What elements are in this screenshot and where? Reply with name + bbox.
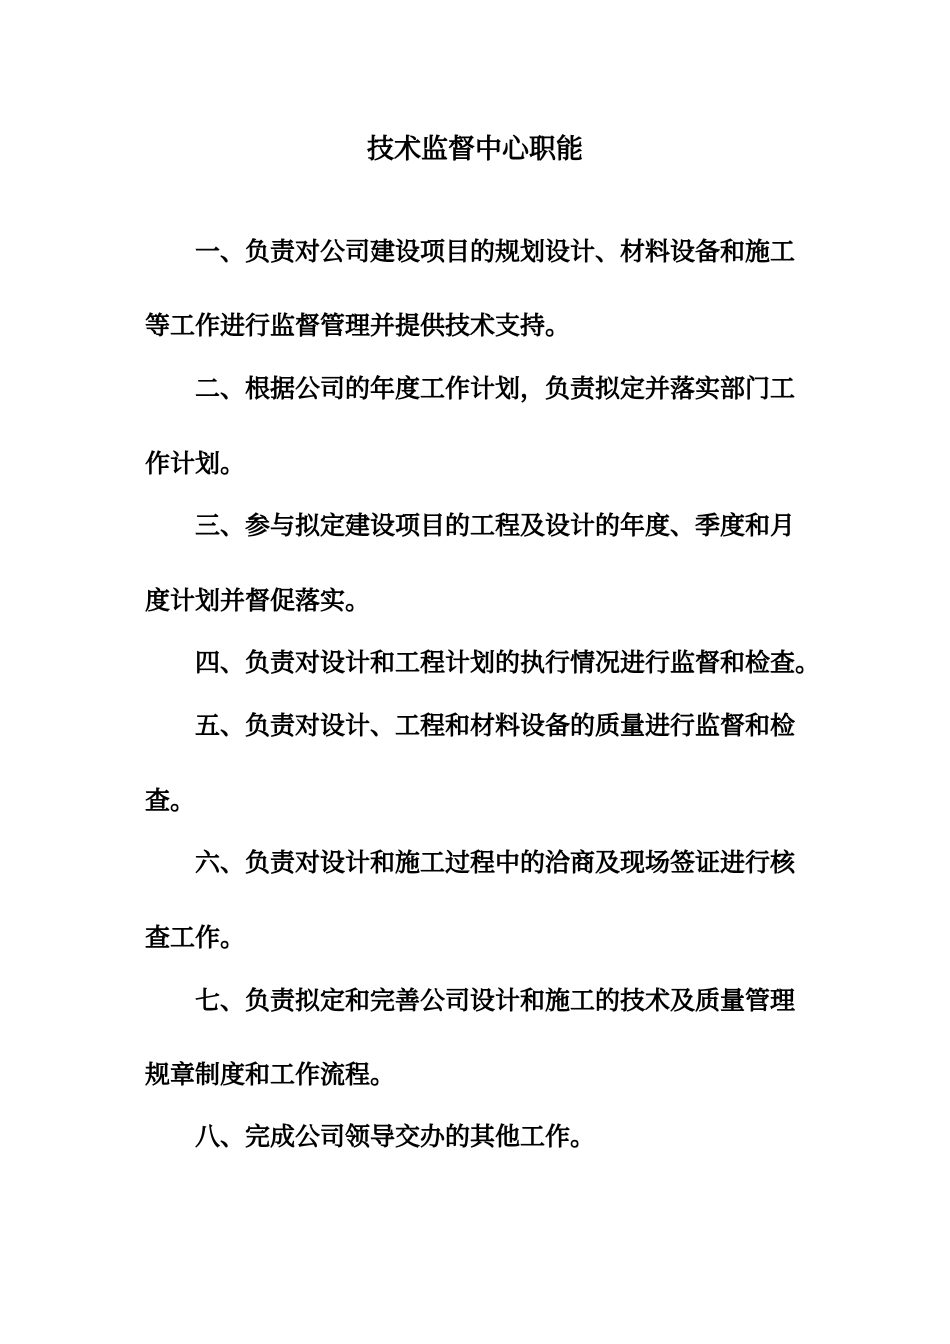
- item-7-line-2: 规章制度和工作流程。: [145, 1060, 396, 1089]
- item-6-line-2: 查工作。: [145, 923, 246, 952]
- item-7-line-1: 七、负责拟定和完善公司设计和施工的技术及质量管理: [195, 986, 796, 1015]
- item-4-line-1: 四、负责对设计和工程计划的执行情况进行监督和检查。: [195, 648, 821, 677]
- item-3-line-2: 度计划并督促落实。: [145, 586, 371, 615]
- item-5-line-1: 五、负责对设计、工程和材料设备的质量进行监督和检: [195, 711, 796, 740]
- item-1-line-2: 等工作进行监督管理并提供技术支持。: [145, 311, 571, 340]
- item-2-line-1: 二、根据公司的年度工作计划，负责拟定并落实部门工: [195, 374, 796, 403]
- item-8-line-1: 八、完成公司领导交办的其他工作。: [195, 1122, 596, 1151]
- item-6-line-1: 六、负责对设计和施工过程中的洽商及现场签证进行核: [195, 848, 796, 877]
- item-2-line-2: 作计划。: [145, 449, 246, 478]
- item-3-line-1: 三、参与拟定建设项目的工程及设计的年度、季度和月: [195, 511, 796, 540]
- item-5-line-2: 查。: [145, 786, 196, 815]
- item-1-line-1: 一、负责对公司建设项目的规划设计、材料设备和施工: [195, 237, 796, 266]
- document-title: 技术监督中心职能: [367, 134, 583, 165]
